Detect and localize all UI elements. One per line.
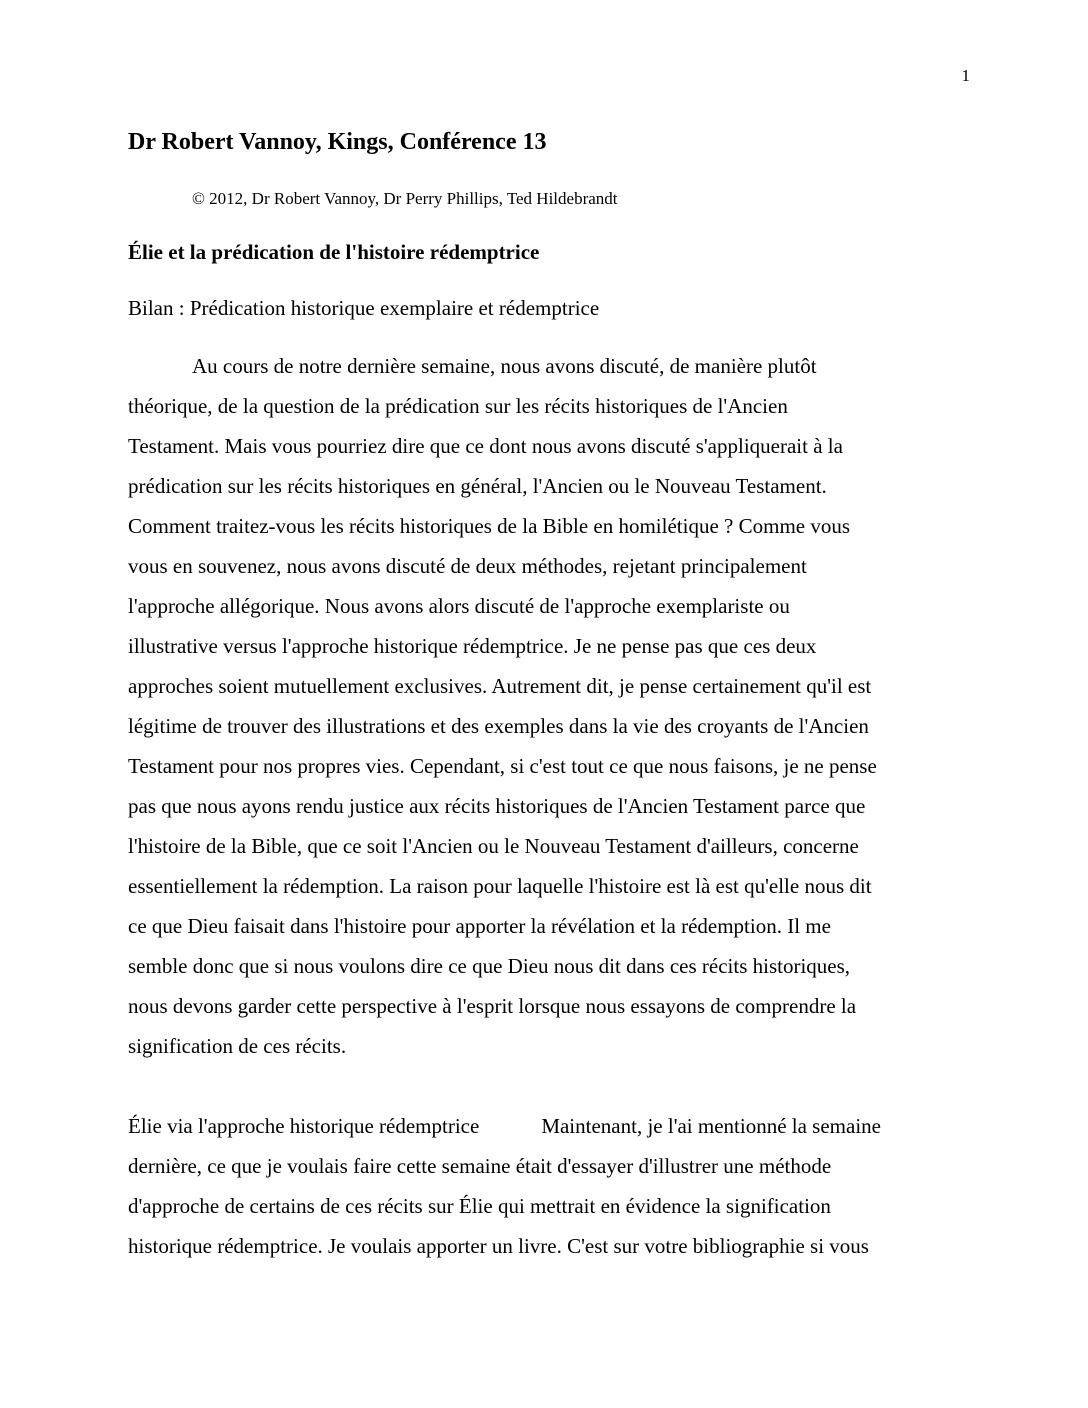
paragraph-line: dernière, ce que je voulais faire cette semaine était d'essayer d'illustrer une méthode [128,1154,832,1178]
summary-line: Bilan : Prédication historique exemplaire et rédemptrice [128,296,600,320]
paragraph-line: Au cours de notre dernière semaine, nous avons discuté, de manière plutôt [192,354,817,378]
subheading-elie: Élie via l'approche historique rédemptrice [128,1114,480,1138]
paragraph-line: nous devons garder cette perspective à l'esprit lorsque nous essayons de comprendre la [128,994,857,1018]
paragraph-line: essentiellement la rédemption. La raison pour laquelle l'histoire est là est qu'elle nous dit [128,874,872,898]
paragraph-line: semble donc que si nous voulons dire ce que Dieu nous dit dans ces récits historiques, [128,954,851,978]
section-heading: Élie et la prédication de l'histoire rédemptrice [128,240,540,264]
paragraph-line: vous en souvenez, nous avons discuté de deux méthodes, rejetant principalement [128,554,807,578]
paragraph-line: légitime de trouver des illustrations et des exemples dans la vie des croyants de l'Ancien [128,714,869,738]
paragraph-line: Testament pour nos propres vies. Cependant, si c'est tout ce que nous faisons, je ne pense [128,754,877,778]
document-title: Dr Robert Vannoy, Kings, Conférence 13 [128,129,547,155]
paragraph-line: prédication sur les récits historiques en général, l'Ancien ou le Nouveau Testament. [128,474,827,498]
body-paragraph-2 [128,1112,968,1272]
paragraph-line: signification de ces récits. [128,1034,347,1058]
copyright-notice: © 2012, Dr Robert Vannoy, Dr Perry Phillips, Ted Hildebrandt [192,189,618,208]
paragraph-line: pas que nous ayons rendu justice aux récits historiques de l'Ancien Testament parce que [128,794,866,818]
paragraph-line: théorique, de la question de la prédication sur les récits historiques de l'Ancien [128,394,788,418]
page-number: 1 [961,66,970,85]
paragraph-line: d'approche de certains de ces récits sur Élie qui mettrait en évidence la signification [128,1194,831,1218]
paragraph-line: Testament. Mais vous pourriez dire que ce dont nous avons discuté s'appliquerait à la [128,434,843,458]
paragraph-line: Comment traitez-vous les récits historiques de la Bible en homilétique ? Comme vous [128,514,851,538]
paragraph-line: approches soient mutuellement exclusives. Autrement dit, je pense certainement qu'il est [128,674,872,698]
body-paragraph-1 [128,352,968,1072]
paragraph-line-start: Maintenant, je l'ai mentionné la semaine [541,1114,881,1138]
paragraph-line: historique rédemptrice. Je voulais apporter un livre. C'est sur votre bibliographie si vous [128,1234,869,1258]
paragraph-line: l'histoire de la Bible, que ce soit l'Ancien ou le Nouveau Testament d'ailleurs, concerne [128,834,859,858]
paragraph-line: illustrative versus l'approche historique rédemptrice. Je ne pense pas que ces deux [128,634,817,658]
paragraph-line: l'approche allégorique. Nous avons alors discuté de l'approche exemplariste ou [128,594,790,618]
paragraph-line: ce que Dieu faisait dans l'histoire pour apporter la révélation et la rédemption. Il me [128,914,831,938]
paragraph-line-with-subheading [128,1112,968,1152]
